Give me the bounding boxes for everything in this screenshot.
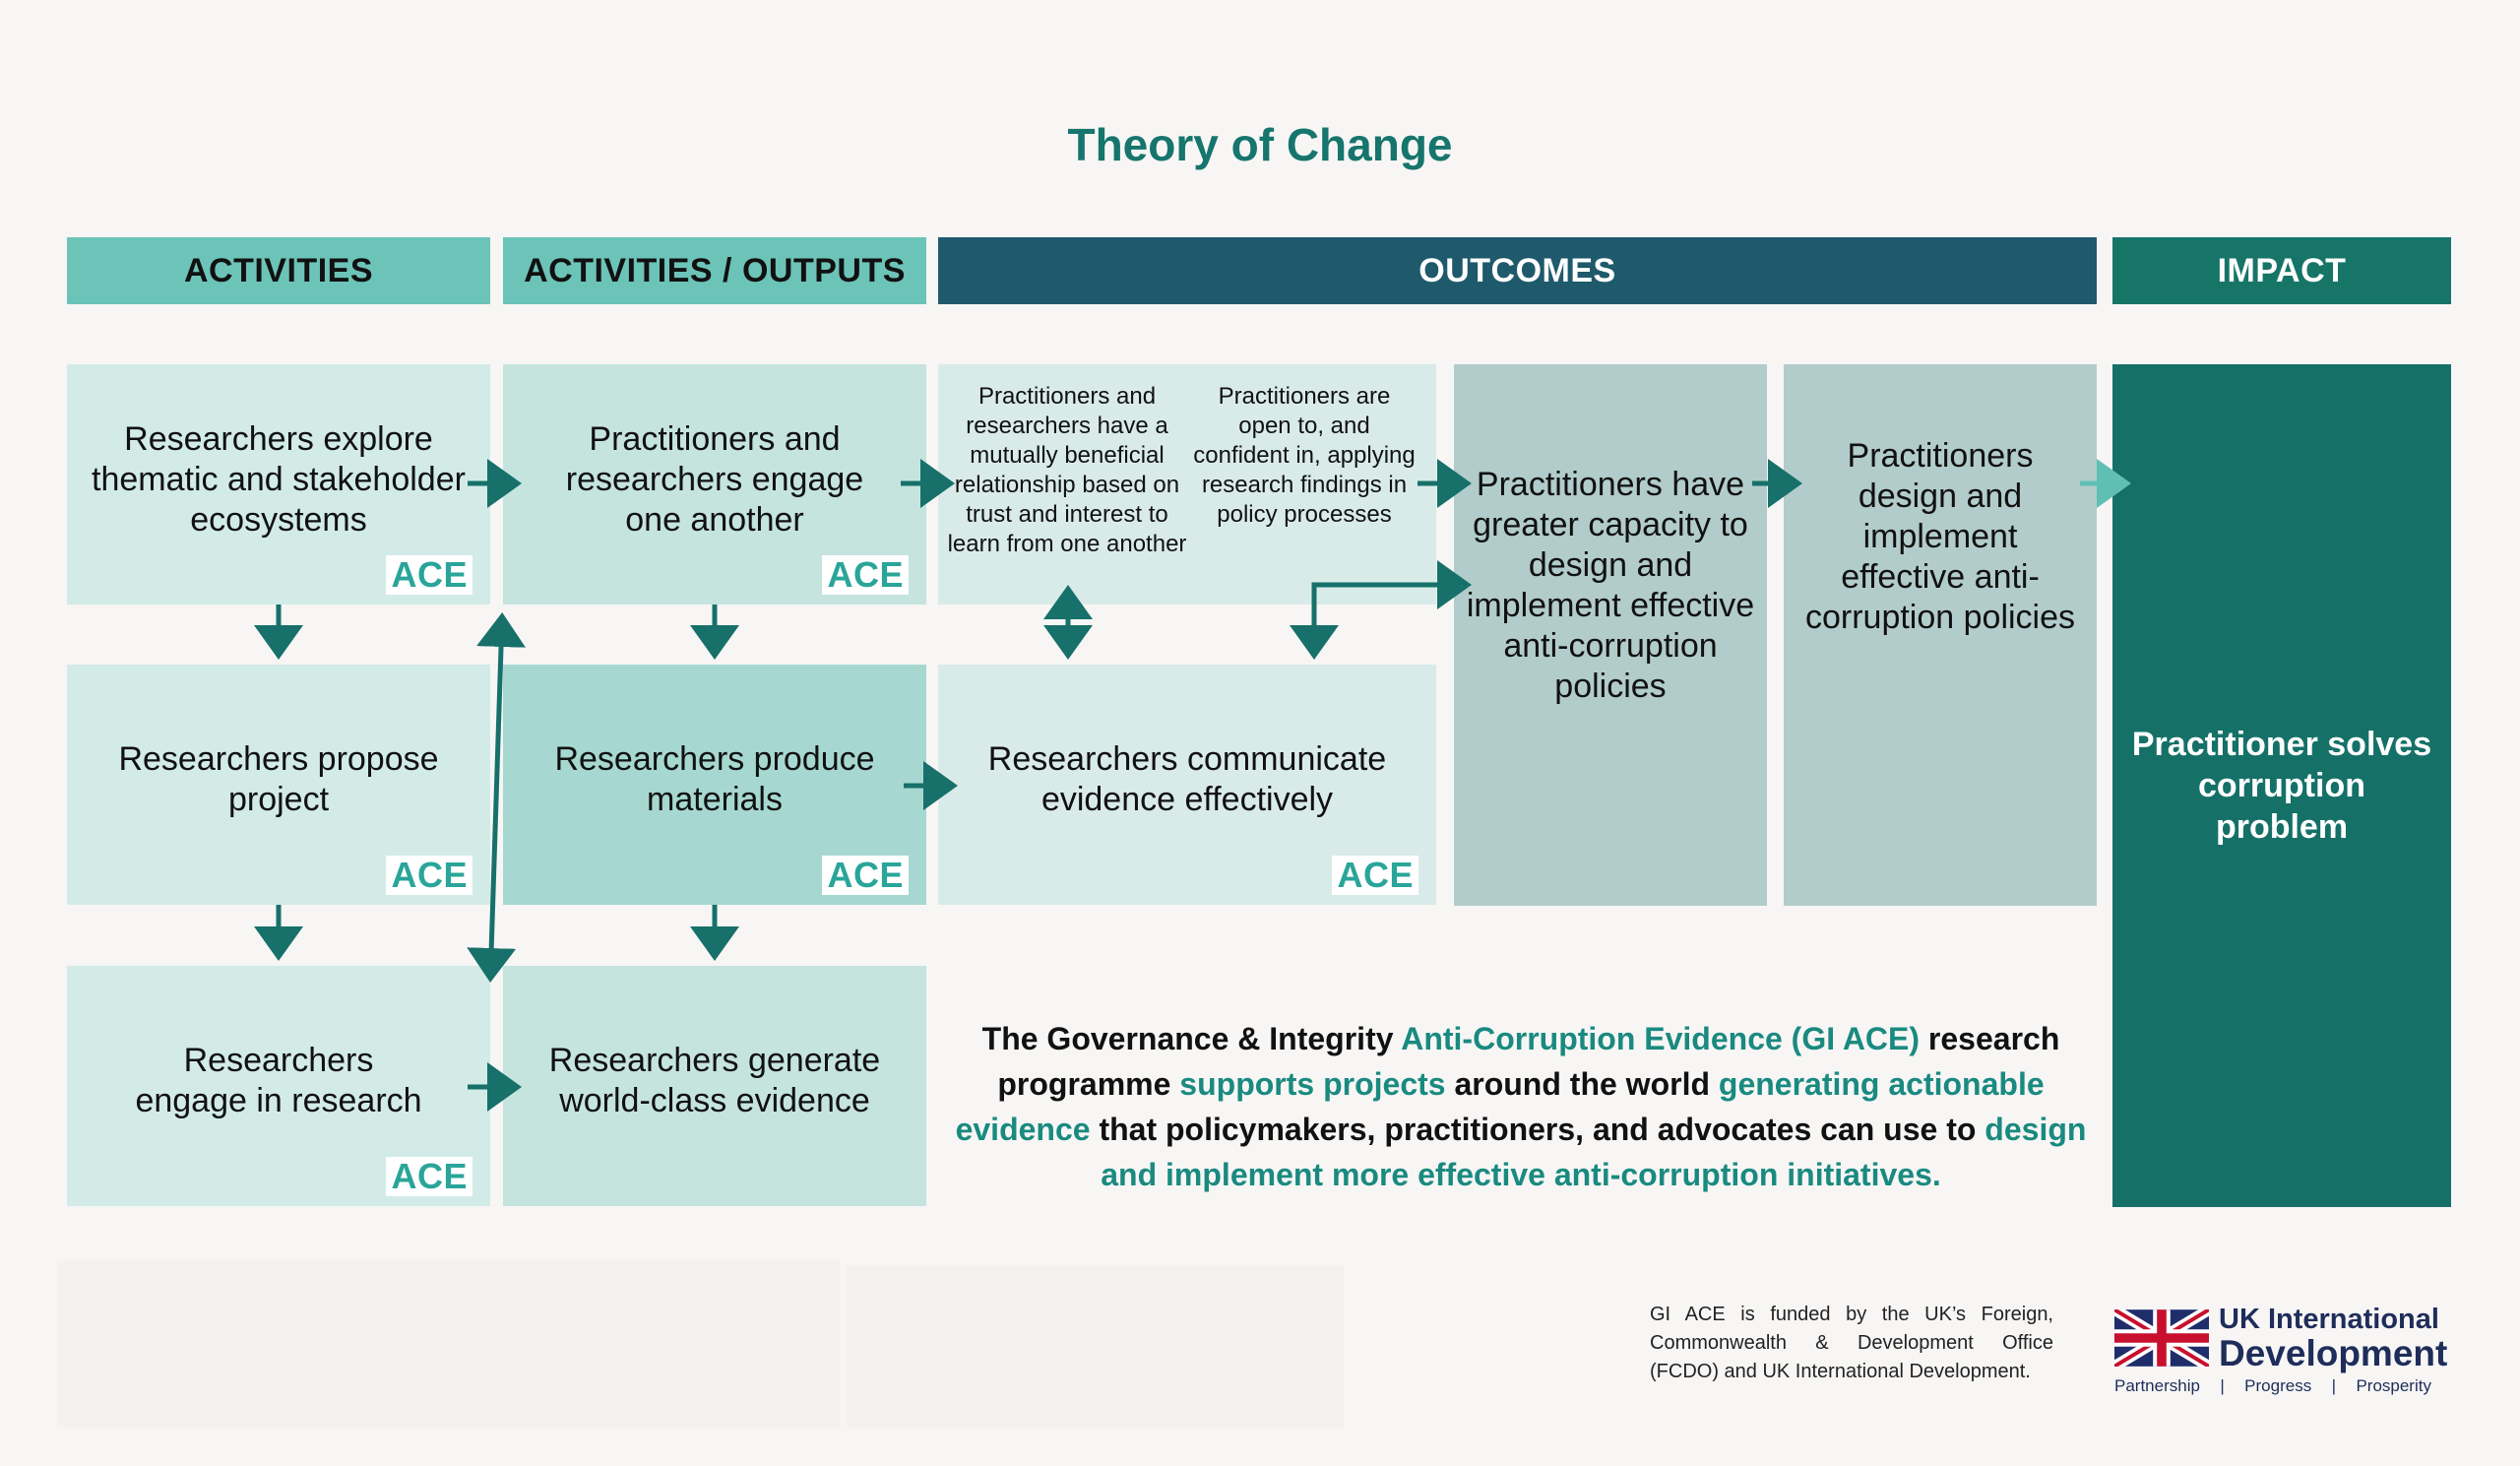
box-impact-text: Practitioner solves corruption problem <box>2131 726 2432 846</box>
box-engage-research-text: Researchers engage in research <box>135 1042 422 1119</box>
uk-international-development-logo <box>2219 1304 2447 1372</box>
header-activities-outputs: ACTIVITIES / OUTPUTS <box>503 237 926 304</box>
ace-badge: ACE <box>822 555 909 595</box>
ace-badge: ACE <box>386 555 472 595</box>
statement-highlight-1: Anti-Corruption Evidence (GI ACE) <box>1401 1021 1921 1056</box>
tagline-separator: | <box>2220 1376 2225 1395</box>
box-communicate-evidence-text: Researchers communicate evidence effectively <box>987 740 1387 818</box>
box-design-implement-text: Practitioners design and implement effective anti-corruption policies <box>1804 436 2076 636</box>
ace-badge: ACE <box>822 856 909 895</box>
statement-highlight-2: supports projects <box>1179 1066 1446 1102</box>
ace-badge: ACE <box>386 1157 472 1196</box>
statement-part-2: research programme <box>997 1021 2060 1102</box>
box-researchers-explore-text: Researchers explore thematic and stakeholder ecosystems <box>92 419 466 539</box>
tagline-separator: | <box>2331 1376 2337 1395</box>
logo-line-1: UK International <box>2219 1304 2439 1335</box>
ace-badge: ACE <box>1332 856 1418 895</box>
union-flag-icon <box>2114 1309 2209 1367</box>
page-title: Theory of Change <box>1067 119 1453 170</box>
statement-highlight-4: design and implement more effective anti-corruption initiatives. <box>1101 1112 2087 1192</box>
statement-highlight-3: generating actionable evidence <box>955 1066 2045 1147</box>
box-produce-materials-text: Researchers produce materials <box>554 740 875 818</box>
statement-part-4: that policymakers, practitioners, and advocates can use to <box>1090 1112 1985 1147</box>
arrow-elbow-to-capacity <box>1314 585 1467 655</box>
statement-part-1: The Governance & Integrity <box>981 1021 1402 1056</box>
statement-part-3: around the world <box>1445 1066 1719 1102</box>
header-outcomes: OUTCOMES <box>938 237 2097 304</box>
box-greater-capacity-text: Practitioners have greater capacity to design and implement effective anti-corruption policies <box>1466 466 1755 705</box>
box-open-to-research-text: Practitioners are open to, and confident in, applying research findings in policy processes <box>1193 383 1416 528</box>
logo-tagline <box>2114 1376 2431 1396</box>
funding-note: GI ACE is funded by the UK’s Foreign, Commonwealth & Development Office (FCDO) and UK International Development. <box>1650 1304 2053 1382</box>
tagline-prosperity: Prosperity <box>2356 1376 2431 1395</box>
ace-badge: ACE <box>386 856 472 895</box>
tagline-partnership: Partnership <box>2114 1376 2200 1395</box>
arrow-research-engage-double <box>491 617 502 953</box>
box-practitioners-engage-text: Practitioners and researchers engage one another <box>565 419 864 539</box>
box-mutual-relationship-text: Practitioners and researchers have a mutually beneficial relationship based on trust and interest to learn from one another <box>947 383 1187 557</box>
header-activities: ACTIVITIES <box>67 237 490 304</box>
box-generate-evidence-text: Researchers generate world-class evidence <box>548 1042 881 1119</box>
logo-line-2: Development <box>2219 1333 2448 1373</box>
tagline-progress: Progress <box>2244 1376 2312 1395</box>
box-propose-project-text: Researchers propose project <box>118 740 439 818</box>
header-impact: IMPACT <box>2112 237 2451 304</box>
